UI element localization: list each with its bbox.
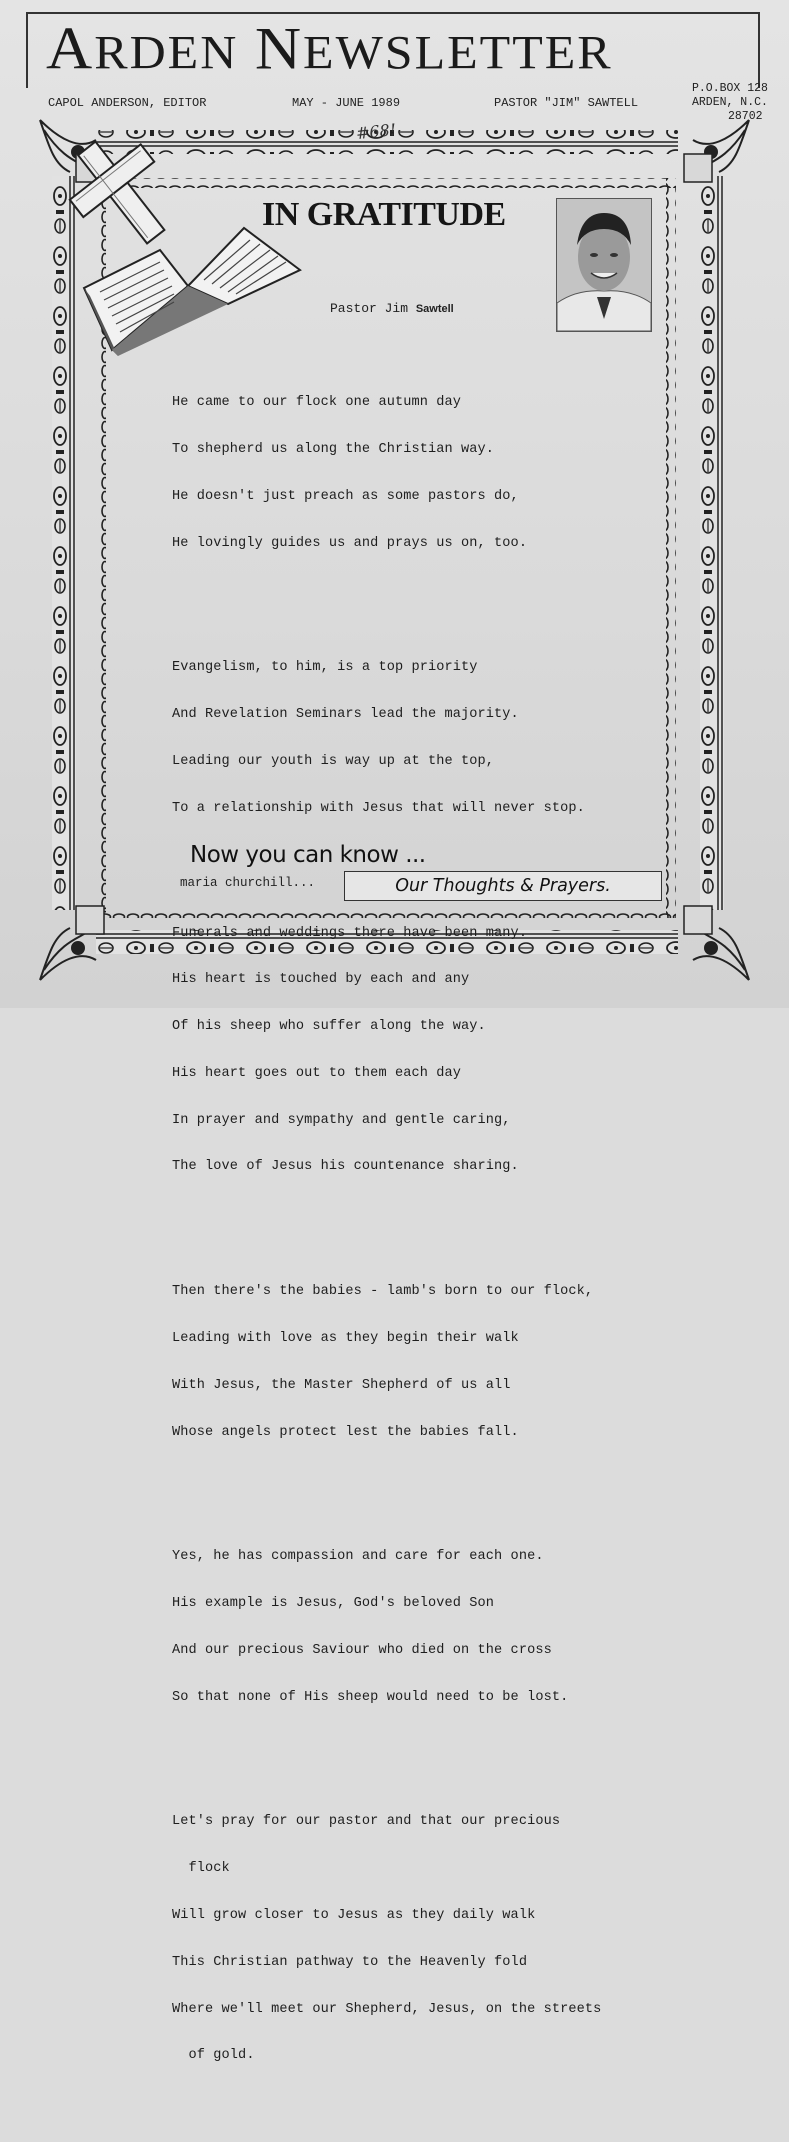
masthead-word-arden: RDEN [94,25,239,79]
poem-line: Will grow closer to Jesus as they daily walk [172,1907,536,1923]
poem-line: With Jesus, the Master Shepherd of us all [172,1377,511,1393]
issue-number-note: #68! [355,119,398,144]
poem-line: flock [172,1861,230,1877]
address-line: ARDEN, N.C. [692,96,768,109]
article-byline [330,301,454,316]
poem-line: He lovingly guides us and prays us on, too. [172,535,528,551]
poem-line: To a relationship with Jesus that will never stop. [172,800,585,816]
signature-name: maria churchill [180,876,293,890]
issue-date: MAY - JUNE 1989 [292,96,401,110]
byline-name: Sawtell [415,303,454,315]
author-signature [180,876,315,890]
article-title: IN GRATITUDE [262,196,506,233]
poem-line: Funerals and weddings there have been many. [172,925,528,941]
masthead-initial-a: A [46,14,95,82]
inner-chain-top [98,178,676,188]
left-border-band [52,176,76,910]
poem-line: Where we'll meet our Shepherd, Jesus, on the streets [172,2001,602,2017]
poem-stanza [172,1253,672,1471]
poem-stanza [172,1783,672,2095]
right-border-band [700,176,724,910]
poem-line: Leading our youth is way up at the top, [172,754,495,770]
now-you-can-know-heading: Now you can know ... [190,842,426,868]
poem-line: To shepherd us along the Christian way. [172,442,495,458]
byline-prefix: Pastor Jim [330,301,409,316]
poem-line: Let's pray for our pastor and that our precious [172,1814,561,1830]
pastor-credit: PASTOR "JIM" SAWTELL [494,96,639,110]
poem-line: And Revelation Seminars lead the majority. [172,707,519,723]
poem-stanza [172,1518,672,1736]
poem-line: This Christian pathway to the Heavenly fold [172,1954,528,1970]
masthead-word-newsletter: EWSLETTER [303,25,613,79]
thoughts-and-prayers-label: Our Thoughts & Prayers. [344,871,662,901]
poem-line: He came to our flock one autumn day [172,395,462,411]
pastor-photo [556,198,652,332]
poem-line: In prayer and sympathy and gentle caring, [172,1112,511,1128]
poem [172,333,672,2142]
poem-line: Evangelism, to him, is a top priority [172,660,478,676]
poem-stanza [172,629,672,847]
masthead-initial-n: N [254,14,304,82]
poem-stanza [172,894,672,1206]
poem-line: His heart is touched by each and any [172,972,470,988]
poem-line: Leading with love as they begin their walk [172,1331,519,1346]
editor-credit: CAPOL ANDERSON, EDITOR [48,96,207,110]
poem-line: Of his sheep who suffer along the way. [172,1019,486,1035]
poem-line: The love of Jesus his countenance sharing. [172,1159,519,1175]
signature-dots: ... [292,876,316,890]
poem-line: His heart goes out to them each day [172,1065,462,1081]
poem-line: His example is Jesus, God's beloved Son [172,1596,495,1612]
poem-line: Yes, he has compassion and care for each one. [172,1549,544,1565]
poem-line: And our precious Saviour who died on the cross [172,1642,552,1658]
address-line: P.O.BOX 128 [692,82,768,95]
poem-line: of gold. [172,2048,255,2064]
poem-stanza [172,364,672,582]
poem-line: Then there's the babies - lamb's born to our flock, [172,1284,594,1300]
poem-line: Whose angels protect lest the babies fall. [172,1424,519,1440]
poem-line: He doesn't just preach as some pastors do, [172,488,519,504]
address-line: 28702 [728,110,763,123]
poem-line: So that none of His sheep would need to be lost. [172,1689,569,1705]
